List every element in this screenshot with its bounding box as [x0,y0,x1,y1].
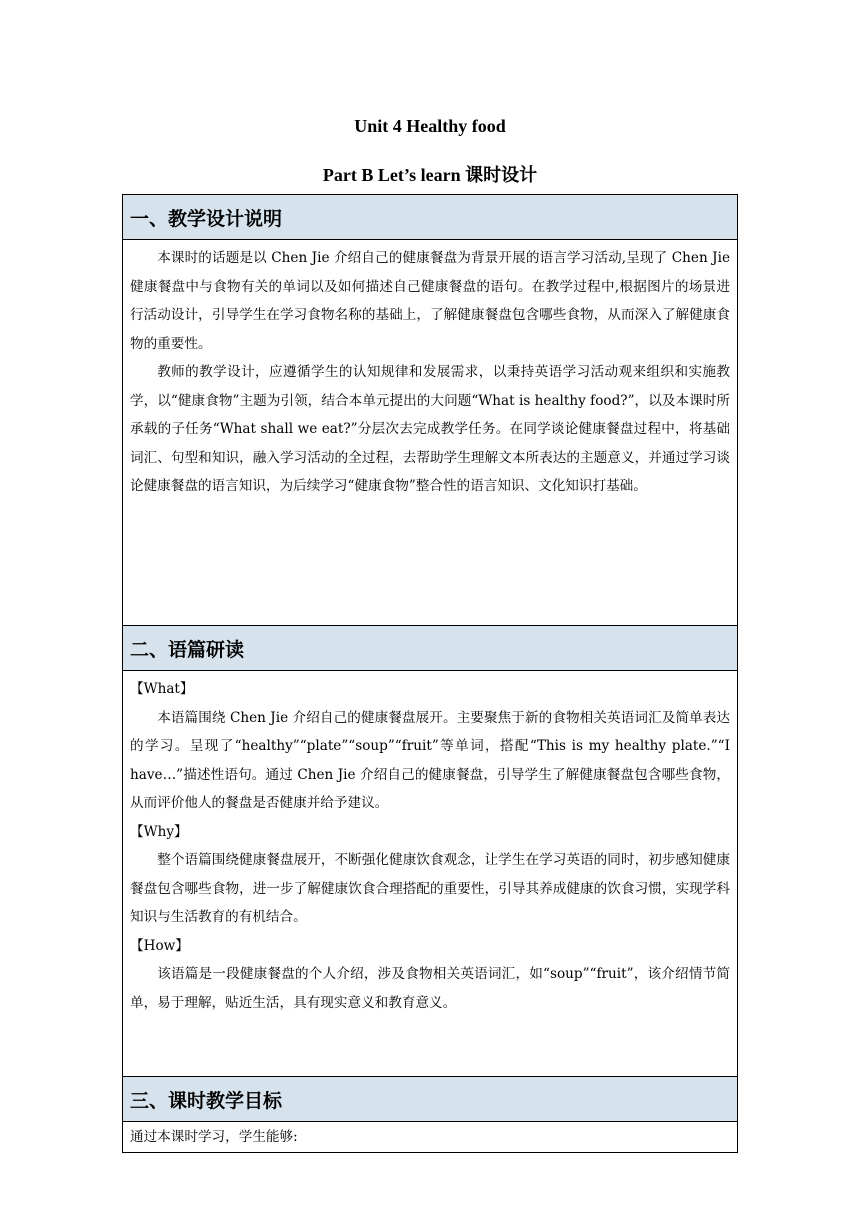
how-paragraph: 该语篇是一段健康餐盘的个人介绍，涉及食物相关英语词汇，如“soup”“fruit”，该介绍情节简单，易于理解，贴近生活，具有现实意义和教育意义。 [130,966,730,1011]
document-subtitle: Part B Let’s learn 课时设计 [322,165,538,185]
why-label: 【Why】 [130,823,188,840]
section-body-design-notes [123,240,737,626]
why-paragraph: 整个语篇围绕健康餐盘展开，不断强化健康饮食观念，让学生在学习英语的同时，初步感知健康餐盘包含哪些食物，进一步了解健康饮食合理搭配的重要性，引导其养成健康的饮食习惯，实现学科知识与生活教育的有机结合。 [130,852,730,925]
section-body-objectives [123,1122,737,1153]
objectives-intro: 通过本课时学习，学生能够: [130,1129,298,1145]
section-heading-text-analysis: 二、语篇研读 [123,626,737,671]
section-body-text-analysis [123,671,737,1077]
document-title: Unit 4 Healthy food [354,116,506,136]
section-heading-design-notes: 一、教学设计说明 [123,195,737,240]
paragraph: 教师的教学设计，应遵循学生的认知规律和发展需求，以秉持英语学习活动观来组织和实施教学，以“健康食物”主题为引领，结合本单元提出的大问题“What is healthy food?”，以及本课时所承载的子任务“What shall we eat?”分层次去完成教学任务。在同学谈论健康餐盘过程中，将基础词汇、句型和知识，融入学习活动的全过程，去帮助学生理解文本所表达的主题意义，并通过学习谈论健康餐盘的语言知识，为后续学习“健康食物”整合性的语言知识、文化知识打基础。 [130,364,730,494]
what-label: 【What】 [130,681,194,697]
how-label: 【How】 [130,937,189,954]
lesson-design-table [122,194,738,1153]
paragraph: 本课时的话题是以 Chen Jie 介绍自己的健康餐盘为背景开展的语言学习活动,呈现了 Chen Jie 健康餐盘中与食物有关的单词以及如何描述自己健康餐盘的语句。在教学过程中,根据图片的场景进行活动设计，引导学生在学习食物名称的基础上，了解健康餐盘包含哪些食物，从而深入了解健康食物的重要性。 [130,250,730,352]
section-heading-objectives: 三、课时教学目标 [123,1077,737,1122]
what-paragraph: 本语篇围绕 Chen Jie 介绍自己的健康餐盘展开。主要聚焦于新的食物相关英语词汇及简单表达的学习。呈现了“healthy”“plate”“soup”“fruit”等单词，搭配“This is my healthy plate.”“I have…”描述性语句。通过 Chen Jie 介绍自己的健康餐盘，引导学生了解健康餐盘包含哪些食物，从而评价他人的餐盘是否健康并给予建议。 [130,709,730,811]
